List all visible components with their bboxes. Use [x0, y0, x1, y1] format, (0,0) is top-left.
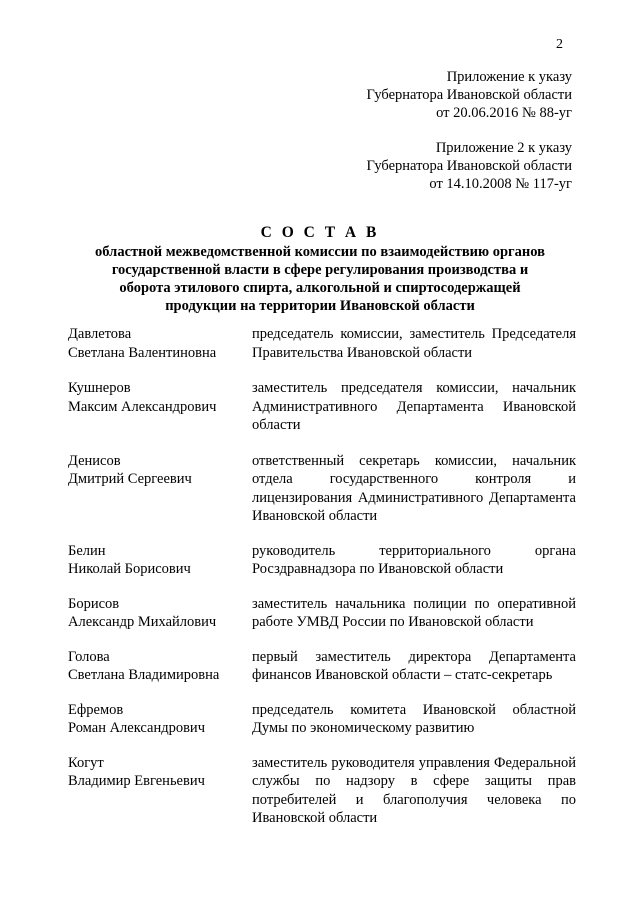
appendix-line: от 20.06.2016 № 88-уг [436, 105, 572, 121]
document-subtitle-line: государственной власти в сфере регулирования производства и [111, 262, 529, 278]
members-list [68, 325, 576, 828]
appendix-note-current [367, 68, 572, 122]
member-name [68, 379, 252, 435]
member-role: руководитель территориального органа Росздравнадзора по Ивановской области [252, 542, 576, 577]
member-name [68, 648, 252, 685]
appendix-line: Приложение 2 к указу [435, 140, 572, 156]
member-surname: Кушнеров [68, 380, 131, 396]
member-row [68, 648, 576, 685]
member-surname: Борисов [68, 595, 120, 612]
appendix-note-original [367, 139, 572, 193]
member-row [68, 452, 576, 526]
member-given-names: Светлана Валентиновна [68, 344, 217, 361]
document-title: С О С Т А В [260, 224, 380, 241]
member-surname: Когут [68, 754, 104, 771]
member-given-names: Дмитрий Сергеевич [68, 471, 192, 487]
member-role: председатель комиссии, заместитель Председателя Правительства Ивановской области [252, 326, 576, 361]
member-surname: Белин [68, 542, 106, 559]
member-role: первый заместитель директора Департамента финансов Ивановской области – статс-секретарь [252, 648, 576, 683]
appendix-line: Губернатора Ивановской области [366, 158, 572, 174]
member-row [68, 325, 576, 362]
member-name [68, 701, 252, 738]
member-given-names: Николай Борисович [68, 561, 191, 577]
appendix-line: от 14.10.2008 № 117-уг [429, 176, 572, 192]
member-surname: Давлетова [68, 326, 132, 342]
member-surname: Голова [68, 648, 110, 665]
member-name [68, 754, 252, 828]
member-given-names: Александр Михайлович [68, 614, 217, 630]
appendix-line: Губернатора Ивановской области [366, 87, 572, 103]
document-subtitle-line: продукции на территории Ивановской области [165, 298, 475, 314]
member-name [68, 325, 252, 362]
member-role: заместитель руководителя управления Федеральной службы по надзору в сфере защиты прав потребителей и благополучия человека по Ивановской области [252, 754, 576, 826]
member-role: заместитель председателя комиссии, начальник Административного Департамента Ивановской области [252, 380, 576, 433]
member-given-names: Светлана Владимировна [68, 667, 220, 683]
member-row [68, 542, 576, 579]
appendix-line: Приложение к указу [446, 69, 572, 85]
member-given-names: Максим Александрович [68, 398, 217, 415]
document-subtitle-line: областной межведомственной комиссии по взаимодействию органов [95, 244, 545, 260]
member-given-names: Роман Александрович [68, 720, 205, 736]
member-row [68, 595, 576, 632]
member-row [68, 754, 576, 828]
member-name [68, 542, 252, 579]
member-surname: Денисов [68, 452, 121, 469]
member-role: ответственный секретарь комиссии, начальник отдела государственного контроля и лицензирования Административного Департамента Ивановской области [252, 452, 576, 524]
page-number: 2 [556, 37, 563, 52]
member-surname: Ефремов [68, 701, 124, 718]
member-role: председатель комитета Ивановской областной Думы по экономическому развитию [252, 701, 576, 736]
member-name [68, 595, 252, 632]
member-row [68, 701, 576, 738]
member-row [68, 379, 576, 435]
member-given-names: Владимир Евгеньевич [68, 773, 205, 789]
member-name [68, 452, 252, 526]
document-heading [68, 223, 572, 315]
document-subtitle-line: оборота этилового спирта, алкогольной и спиртосодержащей [119, 280, 521, 296]
member-role: заместитель начальника полиции по оперативной работе УМВД России по Ивановской области [252, 595, 576, 630]
